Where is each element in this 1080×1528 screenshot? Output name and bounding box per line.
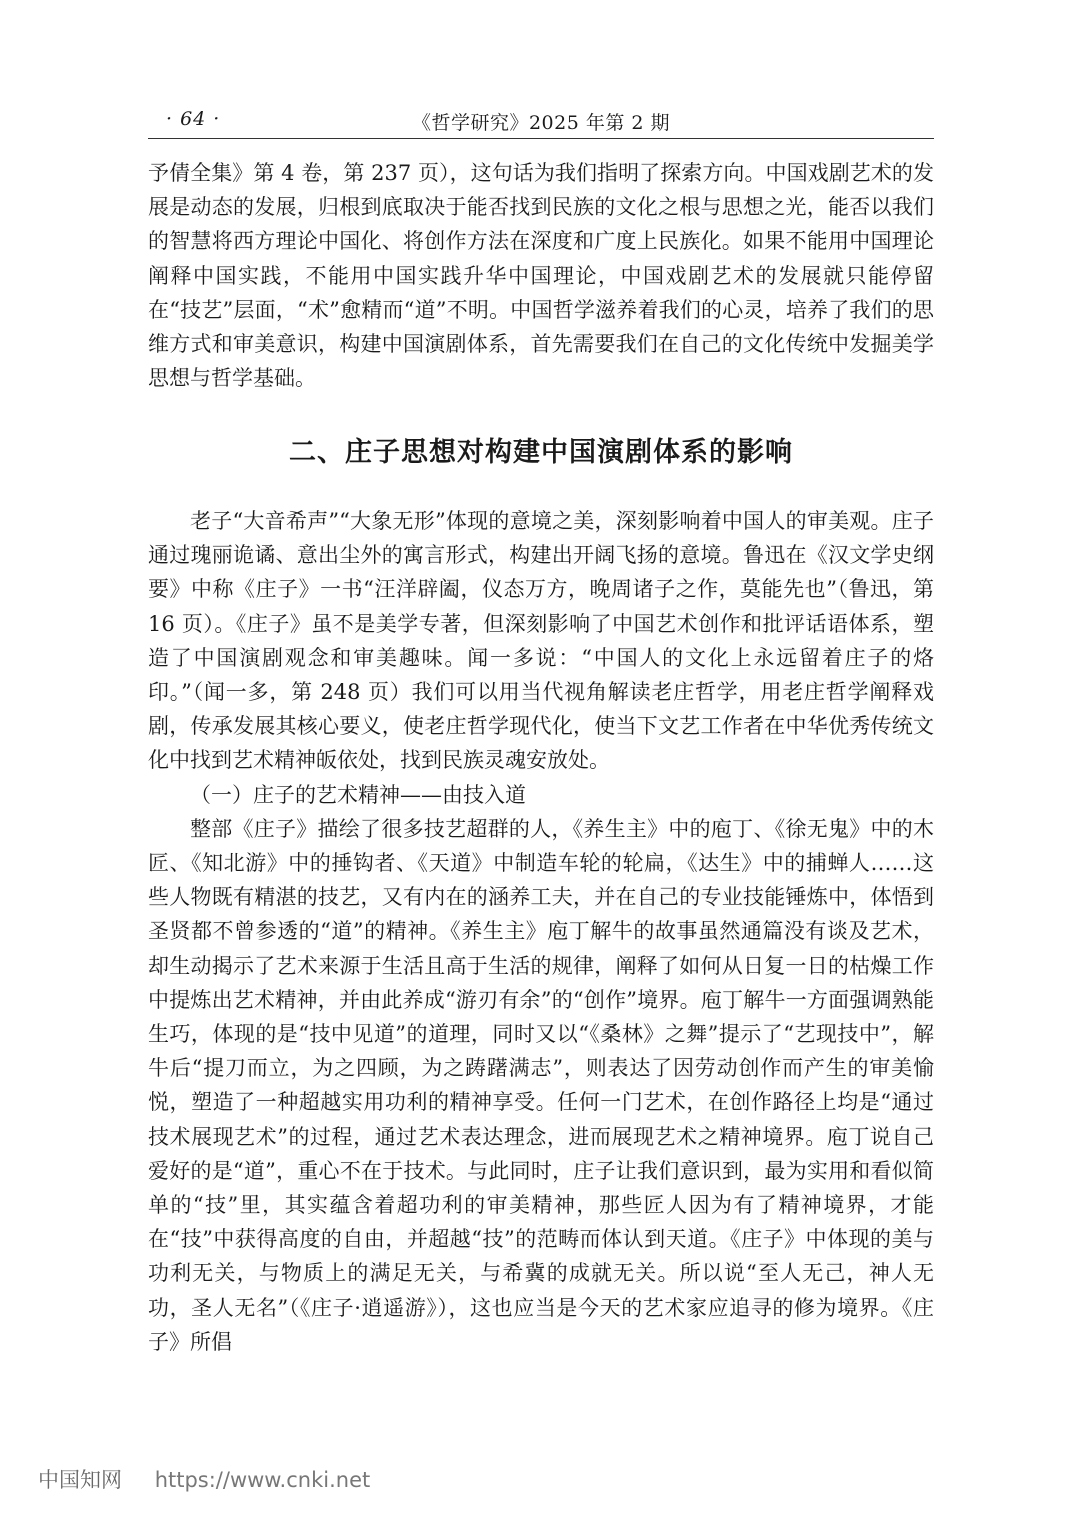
intro-paragraph: 予倩全集》第 4 卷，第 237 页），这句话为我们指明了探索方向。中国戏剧艺术的发展是动态的发展，归根到底取决于能否找到民族的文化之根与思想之光，能否以我们的智慧将西方理论中国化、将创作方法在深度和广度上民族化。如果不能用中国理论阐释中国实践，不能用中国实践升华中国理论，中国戏剧艺术的发展就只能停留在“技艺”层面，“术”愈精而“道”不明。中国哲学滋养着我们的心灵，培养了我们的思维方式和审美意识，构建中国演剧体系，首先需要我们在自己的文化传统中发掘美学思想与哲学基础。	[148, 161, 934, 391]
intro-text-block	[148, 156, 934, 395]
cnki-url[interactable]: https://www.cnki.net	[154, 1468, 371, 1492]
page-number: · 64 ·	[166, 108, 221, 130]
journal-title: 《哲学研究》2025 年第 2 期	[411, 112, 671, 134]
page-header	[148, 106, 934, 139]
section-text-block	[148, 504, 934, 1359]
section-heading: 二、庄子思想对构建中国演剧体系的影响	[289, 437, 793, 468]
section-paragraph: 老子“大音希声”“大象无形”体现的意境之美，深刻影响着中国人的审美观。庄子通过瑰丽诡谲、意出尘外的寓言形式，构建出开阔飞扬的意境。鲁迅在《汉文学史纲要》中称《庄子》一书“汪洋辟阖，仪态万方，晚周诸子之作，莫能先也”（鲁迅，第 16 页）。《庄子》虽不是美学专著，但深刻影响了中国艺术创作和批评话语体系，塑造了中国演剧观念和审美趣味。闻一多说：“中国人的文化上永远留着庄子的烙印。”（闻一多，第 248 页）我们可以用当代视角解读老庄哲学，用老庄哲学阐释戏剧，传承发展其核心要义，使老庄哲学现代化，使当下文艺工作者在中华优秀传统文化中找到艺术精神皈依处，找到民族灵魂安放处。	[148, 509, 934, 773]
cnki-watermark	[38, 1464, 370, 1494]
subsection-heading: （一）庄子的艺术精神——由技入道	[190, 782, 526, 807]
subsection-paragraph: 整部《庄子》描绘了很多技艺超群的人，《养生主》中的庖丁、《徐无鬼》中的木匠、《知北游》中的捶钩者、《天道》中制造车轮的轮扁，《达生》中的捕蝉人……这些人物既有精湛的技艺，又有内在的涵养工夫，并在自己的专业技能锤炼中，体悟到圣贤都不曾参透的“道”的精神。《养生主》庖丁解牛的故事虽然通篇没有谈及艺术，却生动揭示了艺术来源于生活且高于生活的规律，阐释了如何从日复一日的枯燥工作中提炼出艺术精神，并由此养成“游刃有余”的“创作”境界。庖丁解牛一方面强调熟能生巧，体现的是“技中见道”的道理，同时又以“《桑林》之舞”提示了“艺现技中”，解牛后“提刀而立，为之四顾，为之踌躇满志”，则表达了因劳动创作而产生的审美愉悦，塑造了一种超越实用功利的精神享受。任何一门艺术，在创作路径上均是“通过技术展现艺术”的过程，通过艺术表达理念，进而展现艺术之精神境界。庖丁说自己爱好的是“道”，重心不在于技术。与此同时，庄子让我们意识到，最为实用和看似简单的“技”里，其实蕴含着超功利的审美精神，那些匠人因为有了精神境界，才能在“技”中获得高度的自由，并超越“技”的范畴而体认到天道。《庄子》中体现的美与功利无关，与物质上的满足无关，与希冀的成就无关。所以说“至人无己，神人无功，圣人无名”（《庄子·逍遥游》），这也应当是今天的艺术家应追寻的修为境界。《庄子》所倡	[148, 816, 934, 1354]
cnki-logo-text: 中国知网	[38, 1468, 122, 1492]
